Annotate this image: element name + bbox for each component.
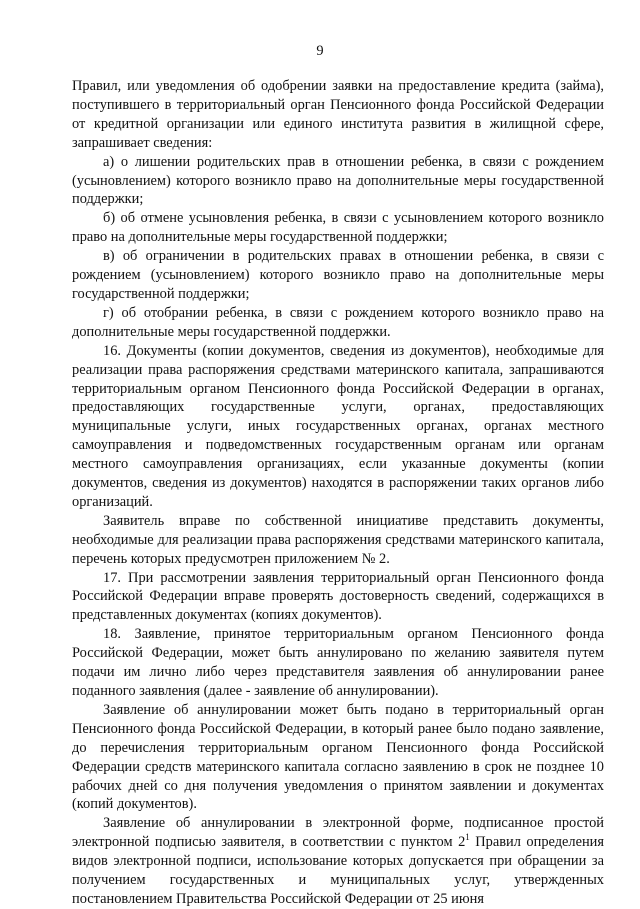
paragraph-clause-16: 16. Документы (копии документов, сведения из документов), необходимые для реализации права распоряжения средствами материнского капитала, запрашиваются территориальным органом Пенсионного фонда Российской Федерации в органах, предоставляющих государственные услуги, органах, предоставляющих муниципальные услуги, иных государственных органах, органах местного самоуправления и подведомственных государственным органам или органам местного самоуправления организациях, если указанные документы (копии документов, сведения из документов) находятся в распоряжении таких органов либо организаций. [72,342,604,510]
paragraph-item-b: б) об отмене усыновления ребенка, в связи с усыновлением которого возникло право на дополнительные меры государственной поддержки; [72,210,604,246]
paragraph-annulment-submission: Заявление об аннулировании может быть подано в территориальный орган Пенсионного фонда Российской Федерации, в который ранее было подано заявление, до перечисления территориальным органом Пенсионного фонда Российской Федерации средств материнского капитала согласно заявлению в срок не позднее 10 рабочих дней со дня получения уведомления о принятом заявлении и документах (копий документов). [72,701,604,813]
page-number: 9 [316,43,324,59]
paragraph-item-g: г) об отобрании ребенка, в связи с рождением которого возникло право на дополнительные меры государственной поддержки. [72,304,604,340]
paragraph-clause-17: 17. При рассмотрении заявления территориальный орган Пенсионного фонда Российской Федерации вправе проверять достоверность сведений, содержащихся в представленных документах (копиях документов). [72,569,604,624]
paragraph-item-v: в) об ограничении в родительских правах в отношении ребенка, в связи с рождением (усыновлением) которого возникло право на дополнительные меры государственной поддержки; [72,248,604,302]
paragraph-applicant-right: Заявитель вправе по собственной инициативе представить документы, необходимые для реализации права распоряжения средствами материнского капитала, перечень которых предусмотрен приложением № 2. [72,512,604,567]
document-body [72,77,604,909]
paragraph-electronic-annulment [72,814,604,909]
paragraph-text-before-sup: Заявление об аннулировании в электронной форме, подписанное простой электронной подписью заявителя, в соответствии с пунктом 2 [72,815,604,851]
paragraph-continuation: Правил, или уведомления об одобрении заявки на предоставление кредита (займа), поступившего в территориальный орган Пенсионного фонда Российской Федерации от кредитной организации или единого института развития в жилищной сфере, запрашивает сведения: [72,78,604,151]
paragraph-text-after-sup: Правил определения видов электронной подписи, использование которых допускается при обращении за получением государственных и муниципальных услуг, утвержденных постановлением Правительства Российской Федерации от 25 июня [72,834,605,907]
paragraph-item-a: а) о лишении родительских прав в отношении ребенка, в связи с рождением (усыновлением) которого возникло право на дополнительные меры государственной поддержки; [72,153,604,208]
paragraph-clause-18: 18. Заявление, принятое территориальным органом Пенсионного фонда Российской Федерации, может быть аннулировано по желанию заявителя путем подачи им лично либо через представителя заявления об аннулировании ранее поданного заявления (далее - заявление об аннулировании). [72,626,604,699]
superscript-marker: 1 [465,832,470,843]
